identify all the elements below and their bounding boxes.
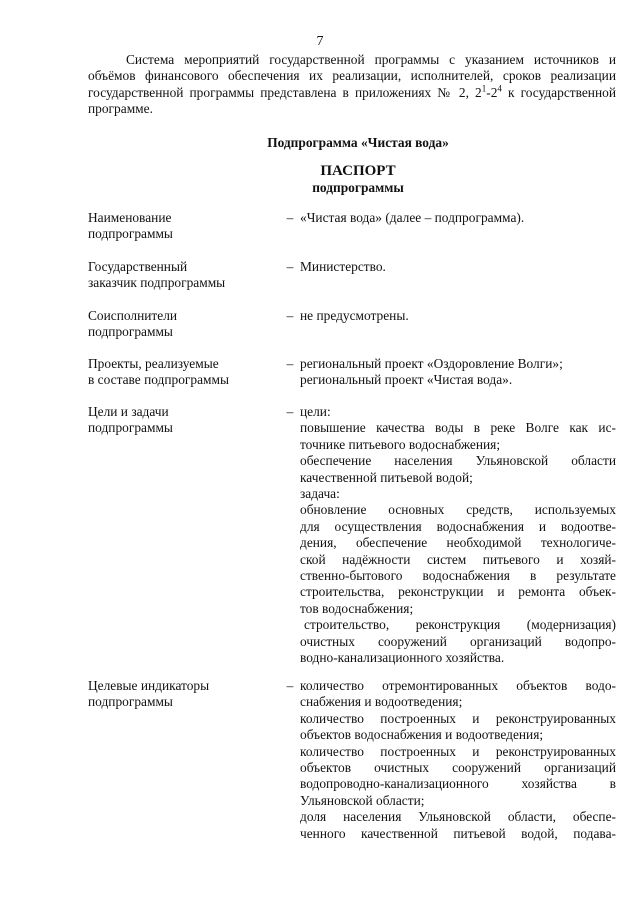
row-value: количество отремонтированных объектов водо- снабжения и водоотведения; количество построенных и реконструированных объектов водоснабжения и водоотведения; количество построенных и реконструированных объектов очистных сооружений организаций водопроводно-канализационного хозяйства в Ульяновской области; доля населения Ульяновской области, обеспе- ченного качественной питьевой водой, подава- xyxy=(300,678,616,841)
row-value: региональный проект «Оздоровление Волги»; региональный проект «Чистая вода». xyxy=(300,356,563,388)
row-value: Министерство. xyxy=(300,259,386,274)
intro-paragraph: Система мероприятий государственной программы с указанием источников и объёмов финансового обеспечения их реализации, исполнителей, сроков реализации государственной программы представлена в приложениях № 2, $2^1-2^4$ к государственной программе. xyxy=(88,52,616,117)
passport-subtitle: подпрограммы xyxy=(312,180,404,195)
row-dash: – xyxy=(286,404,294,419)
row-dash: – xyxy=(286,678,294,693)
row-label: Цели и задачи подпрограммы xyxy=(88,404,173,436)
row-label: Целевые индикаторы подпрограммы xyxy=(88,678,210,710)
row-value: не предусмотрены. xyxy=(300,308,409,323)
row-dash: – xyxy=(286,259,294,274)
row-value: цели: повышение качества воды в реке Волге как ис- точнике питьевого водоснабжения; обеспечение населения Ульяновской области качественной питьевой водой; задача: обновление основных средств, используемых для осуществления водоснабжения и водоотве- дения, обеспечение необходимой технологиче- ской надёжности систем питьевого и хозяй- ственно-бытового водоснабжения в результате строительства, реконструкции и ремонта объек- тов водоснабжения; строительство, реконструкция (модернизация) очистных сооружений организаций водопро- водно-канализационного хозяйства. xyxy=(300,404,616,666)
row-dash: – xyxy=(286,308,294,323)
subprogram-title: Подпрограмма «Чистая вода» xyxy=(267,135,449,150)
row-label: Проекты, реализуемые в составе подпрограммы xyxy=(88,356,230,388)
page-number: 7 xyxy=(316,34,324,49)
row-dash: – xyxy=(286,210,294,225)
row-label: Соисполнители подпрограммы xyxy=(88,308,178,340)
row-value: «Чистая вода» (далее – подпрограмма). xyxy=(300,210,525,225)
row-dash: – xyxy=(286,356,294,371)
row-label: Государственный заказчик подпрограммы xyxy=(88,259,226,291)
passport-title: ПАСПОРТ xyxy=(320,163,396,179)
row-label: Наименование подпрограммы xyxy=(88,210,173,242)
